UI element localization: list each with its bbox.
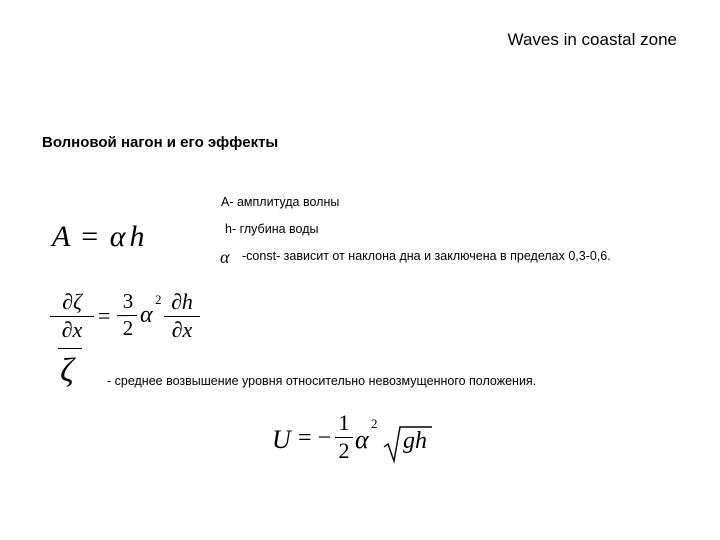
root-content: gh <box>403 428 427 454</box>
lhs-fraction: ∂ζ ∂x <box>50 291 94 341</box>
equals-minus: = − <box>298 425 332 451</box>
coef-fraction: 1 2 <box>335 412 353 462</box>
power: 2 <box>155 292 162 307</box>
header-title: Waves in coastal zone <box>507 30 677 49</box>
alpha-symbol: α <box>220 247 230 267</box>
alpha-term: α <box>355 425 369 454</box>
note-zeta: - среднее возвышение уровня относительно невозмущенного положения. <box>107 374 537 388</box>
zeta-symbol: ζ <box>60 352 74 389</box>
u-symbol: U <box>272 425 291 454</box>
zeta-overbar <box>58 348 82 349</box>
note-alpha: -const- зависит от наклона дна и заключена в пределах 0,3-0,6. <box>242 249 611 263</box>
equals-minus: = − <box>98 303 129 328</box>
note-amplitude: A- амплитуда волны <box>221 195 340 209</box>
section-title: Волновой нагон и его эффекты <box>42 134 279 151</box>
alpha-term: α <box>140 302 153 328</box>
formula-amplitude: A = α h <box>52 220 145 253</box>
rhs-fraction: ∂h ∂x <box>164 291 200 341</box>
coef-fraction: 3 2 <box>119 291 137 339</box>
power: 2 <box>371 416 378 431</box>
note-depth: h- глубина воды <box>225 222 319 236</box>
